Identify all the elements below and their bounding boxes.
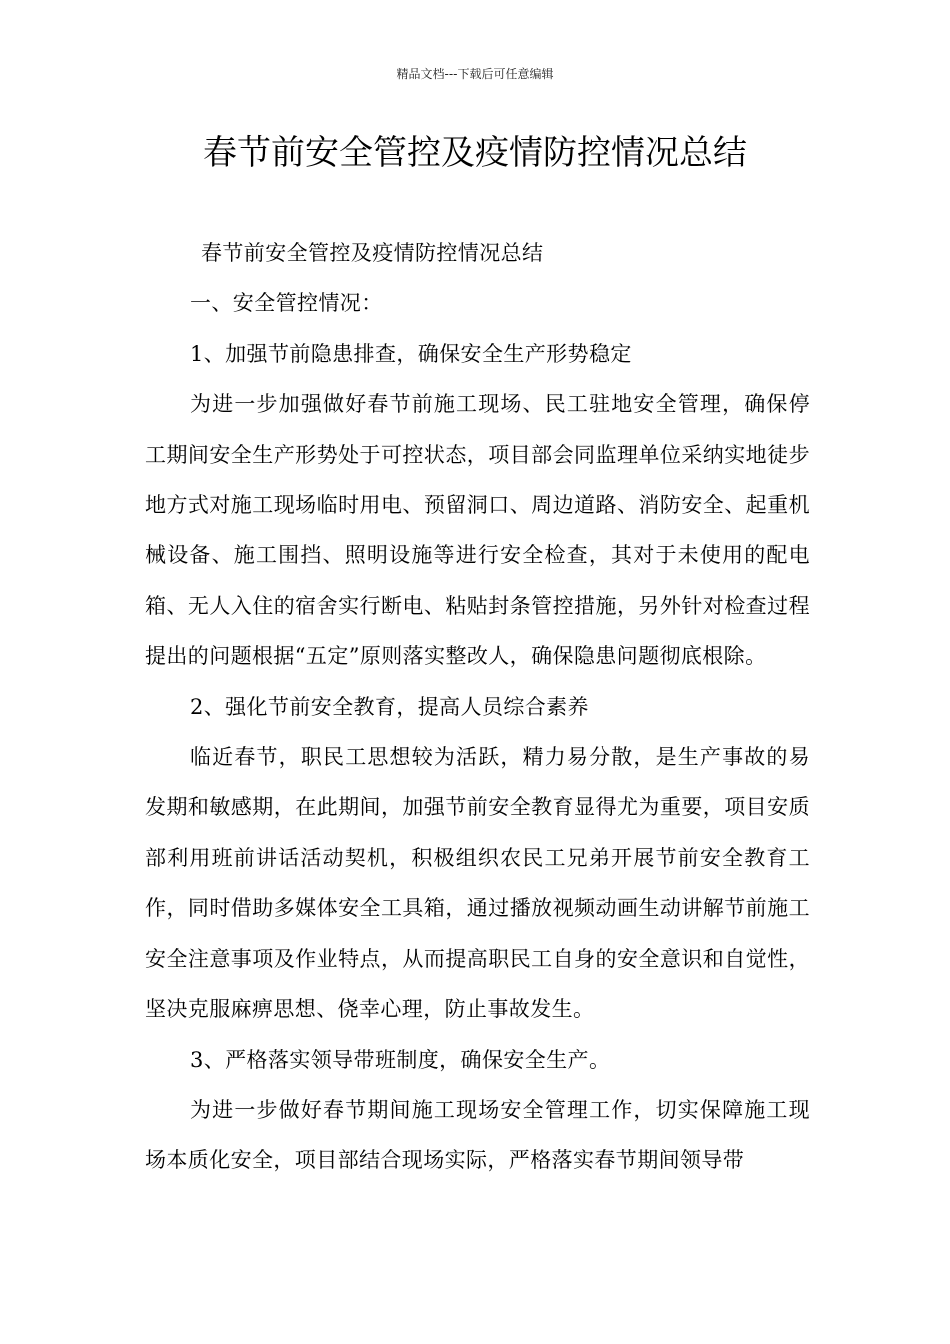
body-paragraph-3: 为进一步做好春节期间施工现场安全管理工作，切实保障施工现场本质化安全，项目部结合现场实际，严格落实春节期间领导带: [145, 1097, 810, 1173]
body-paragraph-1: 为进一步加强做好春节前施工现场、民工驻地安全管理，确保停工期间安全生产形势处于可控状态，项目部会同监理单位采纳实地徒步地方式对施工现场临时用电、预留洞口、周边道路、消防安全、起重机械设备、施工围挡、照明设施等进行安全检查，其对于未使用的配电箱、无人入住的宿舍实行断电、粘贴封条管控措施，另外针对检查过程提出的问题根据“五定”原则落实整改人，确保隐患问题彻底根除。: [145, 392, 810, 669]
header-note: 精品文档---下载后可任意编辑: [396, 67, 554, 81]
document-body: [145, 228, 810, 1186]
subtitle-paragraph: 春节前安全管控及疫情防控情况总结: [201, 241, 544, 265]
subheading-3: 3、严格落实领导带班制度，确保安全生产。: [190, 1047, 611, 1072]
section-heading: 一、安全管控情况：: [190, 291, 383, 316]
subheading-2: 2、强化节前安全教育，提高人员综合素养: [190, 694, 589, 719]
body-paragraph-2: 临近春节，职民工思想较为活跃，精力易分散，是生产事故的易发期和敏感期，在此期间，加强节前安全教育显得尤为重要，项目安质部利用班前讲话活动契机，积极组织农民工兄弟开展节前安全教育工作，同时借助多媒体安全工具箱，通过播放视频动画生动讲解节前施工安全注意事项及作业特点，从而提高职民工自身的安全意识和自觉性，坚决克服麻痹思想、侥幸心理，防止事故发生。: [145, 745, 810, 1022]
subheading-1: 1、加强节前隐患排查，确保安全生产形势稳定: [190, 341, 632, 366]
document-title: 春节前安全管控及疫情防控情况总结: [203, 133, 747, 173]
